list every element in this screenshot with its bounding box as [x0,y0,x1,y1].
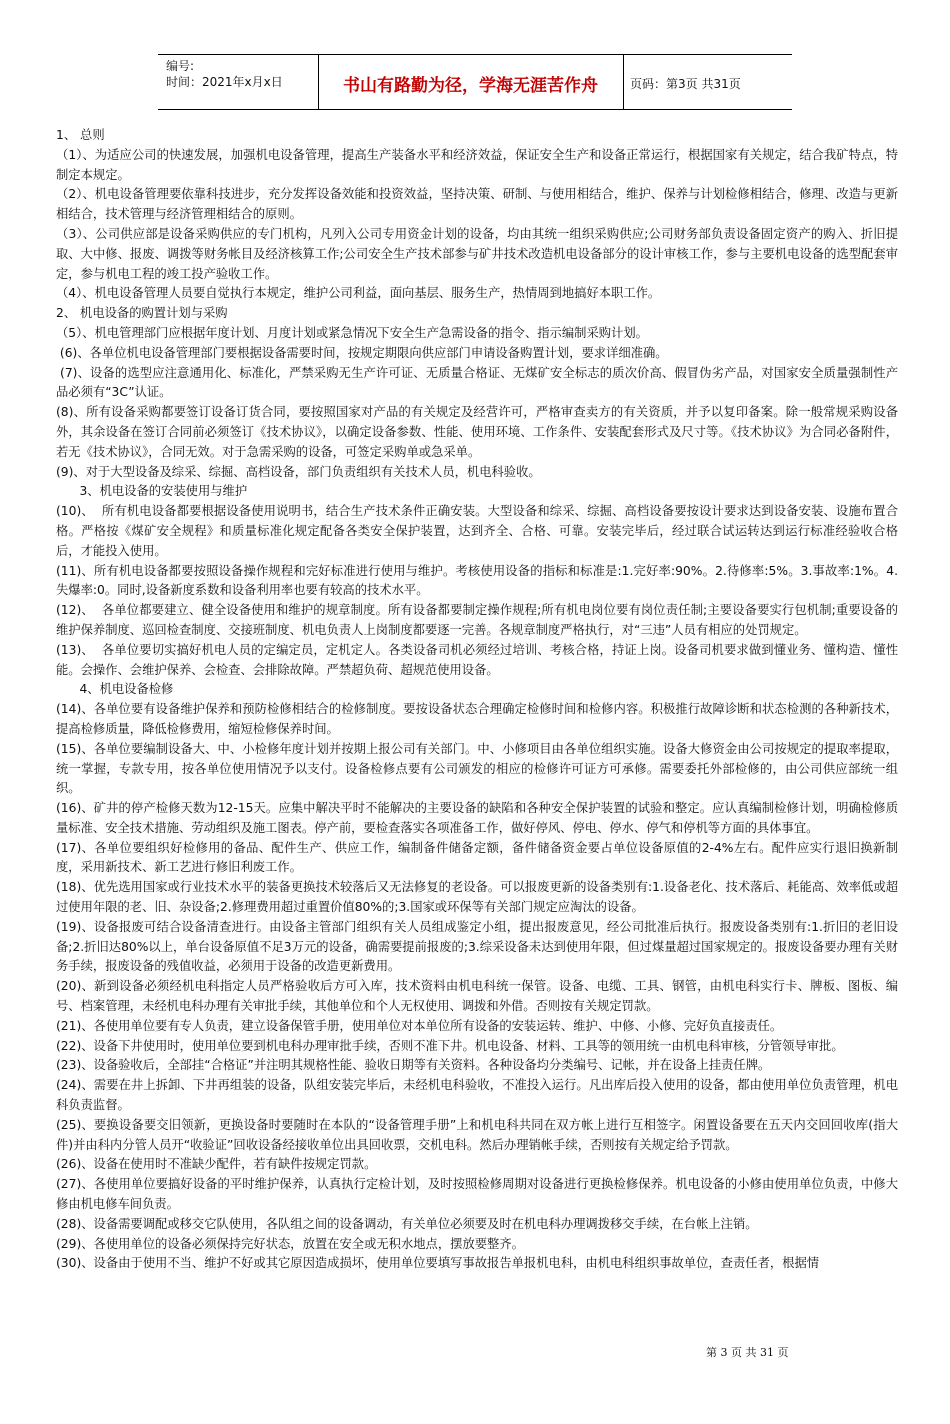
paragraph: (13)、 各单位要切实搞好机电人员的定编定员，定机定人。各类设备司机必须经过培训、考核合格，持证上岗。设备司机要求做到懂业务、懂构造、懂性能。会操作、会维护保养、会检查、会排除故障。严禁超负荷、超规范使用设备。 [56,642,898,677]
paragraph: (16)、矿井的停产检修天数为12-15天。应集中解决平时不能解决的主要设备的缺陷和各种安全保护装置的试验和整定。应认真编制检修计划，明确检修质量标准、安全技术措施、劳动组织及施工图表。停产前，要检查落实各项准备工作，做好停风、停电、停水、停气和停机等方面的具体事宜。 [56,801,898,835]
paragraph: (24)、需要在井上拆卸、下井再组装的设备，队组安装完毕后，未经机电科验收，不准投入运行。凡出库后投入使用的设备，都由使用单位负责管理，机电科负责监督。 [56,1078,898,1113]
paragraph: (8)、所有设备采购都要签订设备订货合同，要按照国家对产品的有关规定及经营许可，严格审查卖方的有关资质，并予以复印备案。除一般常规采购设备外，其余设备在签订合同前必须签订《技术协议》，以确定设备参数、性能、使用环境、工作条件、安装配套形式及尺寸等。《技术协议》为合同必备附件，若无《技术协议》，合同无效。对于急需采购的设备，可签定采购单或急采单。 [56,405,898,459]
paragraph: (10)、 所有机电设备都要根据设备使用说明书，结合生产技术条件正确安装。大型设备和综采、综掘、高档设备要按设计要求达到设备安装、设施布置合格。严格按《煤矿安全规程》和质量标准化规定配备各类安全保护装置，达到齐全、合格、可靠。安装完毕后，经过联合试运转达到运行标准经验收合格后，才能投入使用。 [56,504,898,558]
paragraph: （5）、机电管理部门应根据年度计划、月度计划或紧急情况下安全生产急需设备的指令、指示编制采购计划。 [56,325,648,340]
document-number-label: 编号: [166,59,195,73]
header-page-number: 页码：第3页 共31页 [630,77,741,91]
paragraph: 4、机电设备检修 [56,682,174,697]
paragraph: (15)、各单位要编制设备大、中、小检修年度计划并按期上报公司有关部门。中、小修项目由各单位组织实施。设备大修资金由公司按规定的提取率提取，统一掌握，专款专用，按各单位使用情况予以支付。设备检修点要有公司颁发的相应的检修许可证方可承修。需要委托外部检修的，由公司供应部统一组织。 [56,741,898,796]
paragraph: 2、 机电设备的购置计划与采购 [56,306,228,321]
paragraph: (30)、设备由于使用不当、维护不好或其它原因造成损坏，使用单位要填写事故报告单报机电科，由机电科组织事故单位，查责任者，根据情 [56,1256,820,1271]
paragraph: （1）、为适应公司的快速发展，加强机电设备管理，提高生产装备水平和经济效益，保证安全生产和设备正常运行，根据国家有关规定，结合我矿特点，特制定本规定。 [56,147,898,182]
paragraph: (27)、各使用单位要搞好设备的平时维护保养，认真执行定检计划，及时按照检修周期对设备进行更换检修保养。机电设备的小修由使用单位负责，中修大修由机电修车间负责。 [56,1177,898,1212]
header-motto: 书山有路勤为径，学海无涯苦作舟 [343,76,598,96]
paragraph: (18)、优先选用国家或行业技术水平的装备更换技术较落后又无法修复的老设备。可以报废更新的设备类别有:1.设备老化、技术落后、耗能高、效率低或超过使用年限的老、旧、杂设备;2.修理费用超过重置价值80%的;3.国家或环保等有关部门规定应淘汰的设备。 [56,880,898,915]
page-header [158,54,792,110]
paragraph: (28)、设备需要调配或移交它队使用，各队组之间的设备调动，有关单位必须要及时在机电科办理调拨移交手续，在台帐上注销。 [56,1216,758,1231]
paragraph: (9)、对于大型设备及综采、综掘、高档设备，部门负责组织有关技术人员，机电科验收。 [56,464,541,479]
paragraph: 3、机电设备的安装使用与维护 [56,484,248,499]
header-motto-cell [318,55,624,109]
paragraph: （4）、机电设备管理人员要自觉执行本规定，维护公司利益，面向基层、服务生产，热情周到地搞好本职工作。 [56,286,661,301]
paragraph: (14)、各单位要有设备维护保养和预防检修相结合的检修制度。要按设备状态合理确定检修时间和检修内容。积极推行故障诊断和状态检测的各种新技术，提高检修质量，降低检修费用，缩短检修保养时间。 [56,702,898,736]
paragraph: (11)、所有机电设备都要按照设备操作规程和完好标准进行使用与维护。考核使用设备的指标和标准是:1.完好率:90%。2.待修率:5%。3.事故率:1%。4.失爆率:0。同时,设备新度系数和设备利用率也要有较高的技术水平。 [56,563,898,598]
paragraph: (23)、设备验收后，全部挂“合格证”并注明其规格性能、验收日期等有关资料。各种设备均分类编号、记帐，并在设备上挂责任牌。 [56,1058,771,1073]
header-page-cell [624,55,792,109]
document-time-label: 时间：2021年x月x日 [166,75,283,89]
paragraph: (26)、设备在使用时不准缺少配件，若有缺件按规定罚款。 [56,1157,377,1172]
paragraph: (29)、各使用单位的设备必须保持完好状态，放置在安全或无积水地点，摆放要整齐。 [56,1236,524,1251]
paragraph: (19)、设备报废可结合设备清查进行。由设备主管部门组织有关人员组成鉴定小组，提出报废意见，经公司批准后执行。报废设备类别有:1.折旧的老旧设备;2.折旧达80%以上，单台设备原值不足3万元的设备，确需要提前报废的;3.综采设备未达到使用年限，但过煤量超过国家规定的。报废设备要办理有关财务手续，报废设备的残值收益，必须用于设备的改造更新费用。 [56,919,898,974]
paragraph: (21)、各使用单位要有专人负责，建立设备保管手册，使用单位对本单位所有设备的安装运转、维护、中修、小修、完好负直接责任。 [56,1018,783,1033]
paragraph: （3）、公司供应部是设备采购供应的专门机构，凡列入公司专用资金计划的设备，均由其统一组织采购供应;公司财务部负责设备固定资产的购入、折旧提取、大中修、报废、调拨等财务帐目及经济核算工作;公司安全生产技术部参与矿井技术改造机电设备部分的设计审核工作，参与主要机电设备的选型配套审定，参与机电工程的竣工投产验收工作。 [56,226,898,281]
paragraph: 1、 总则 [56,128,105,142]
page-footer: 第 3 页 共 31 页 [706,1346,789,1359]
document-body [56,126,898,1274]
paragraph: (7)、设备的选型应注意通用化、标准化，严禁采购无生产许可证、无质量合格证、无煤矿安全标志的质次价高、假冒伪劣产品，对国家安全质量强制性产品必须有“3C”认证。 [56,365,898,400]
paragraph: (20)、新到设备必须经机电科指定人员严格验收后方可入库，技术资料由机电科统一保管。设备、电缆、工具、钢管，由机电科实行卡、牌板、图板、编号、档案管理，未经机电科办理有关审批手续，其他单位和个人无权使用、调拨和外借。否则按有关规定罚款。 [56,979,898,1014]
paragraph: (17)、各单位要组织好检修用的备品、配件生产、供应工作，编制备件储备定额，备件储备资金要占单位设备原值的2-4%左右。配件应实行退旧换新制度，采用新技术、新工艺进行修旧利废工作。 [56,840,898,875]
paragraph: (6)、各单位机电设备管理部门要根据设备需要时间，按规定期限向供应部门申请设备购置计划，要求详细准确。 [56,345,668,360]
header-meta-cell [158,55,319,109]
paragraph: (25)、要换设备要交旧领新，更换设备时要随时在本队的“设备管理手册”上和机电科共同在双方帐上进行互相签字。闲置设备要在五天内交回回收库(指大件)并由科内分管人员开“收验证”回收设备经接收单位出具回收票，交机电科。然后办理销帐手续，否则按有关规定给予罚款。 [56,1117,898,1152]
paragraph: (12)、 各单位都要建立、健全设备使用和维护的规章制度。所有设备都要制定操作规程;所有机电岗位要有岗位责任制;主要设备要实行包机制;重要设备的维护保养制度、巡回检查制度、交接班制度、机电负责人上岗制度都要逐一完善。各规章制度严格执行，对“三违”人员有相应的处罚规定。 [56,603,898,637]
paragraph: (22)、设备下井使用时，使用单位要到机电科办理审批手续，否则不准下井。机电设备、材料、工具等的领用统一由机电科审核，分管领导审批。 [56,1038,844,1053]
paragraph: （2）、机电设备管理要依靠科技进步，充分发挥设备效能和投资效益，坚持决策、研制、与使用相结合，维护、保养与计划检修相结合，修理、改造与更新相结合，技术管理与经济管理相结合的原则。 [56,187,898,222]
